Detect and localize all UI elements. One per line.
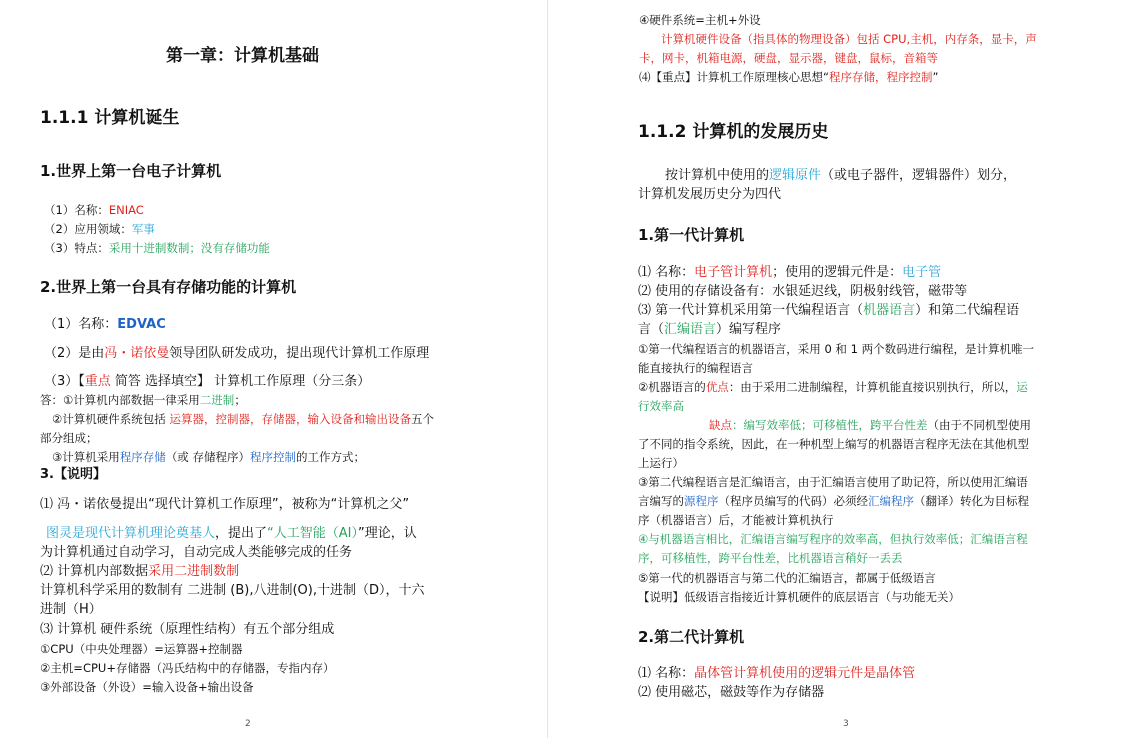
eniac-feature-line: （3）特点：采用十进制数制；没有存储功能 <box>44 241 270 255</box>
note-3: ⑶ 计算机 硬件系统（原理性结构）有五个部分组成 <box>40 622 335 637</box>
answer-line-2-cont: 部分组成； <box>40 431 98 445</box>
note-3-item-2: ②主机=CPU+存储器（冯氏结构中的存储器，专指内存） <box>40 661 335 675</box>
gen1-machine-lang-1: ①第一代编程语言的机器语言，采用 0 和 1 两个数码进行编程，是计算机唯一 <box>638 342 1035 356</box>
gen1-machine-lang-1-cont: 能直接执行的编程语言 <box>638 361 753 375</box>
gen1-cons-line: 缺点：编写效率低；可移植性，跨平台性差（由于不同机型使用 <box>709 418 1031 432</box>
answer-line-2: ②计算机硬件系统包括 运算器，控制器，存储器，输入设备和输出设备五个 <box>52 412 434 426</box>
principle-question-line: （3）【重点 简答 选择填空】 计算机工作原理（分三条） <box>44 374 371 389</box>
note-2: ⑵ 计算机内部数据采用二进制数制 <box>40 564 240 579</box>
heading-note: 3.【说明】 <box>40 467 106 482</box>
gen1-cons-line-cont: 了不同的指令系统，因此，在一种机型上编写的机器语言程序无法在其他机型 <box>638 437 1029 451</box>
section-heading-1-1-2: 1.1.2 计算机的发展历史 <box>638 122 829 142</box>
gen1-storage-line: ⑵ 使用的存储设备有：水银延迟线，阴极射线管，磁带等 <box>638 284 968 299</box>
heading-first-stored-computer: 2.世界上第一台具有存储功能的计算机 <box>40 278 297 296</box>
gen2-storage-line: ⑵ 使用磁芯，磁鼓等作为存储器 <box>638 685 825 700</box>
hw-devices-line: 计算机硬件设备（指具体的物理设备）包括 CPU,主机，内存条，显卡，声 <box>661 32 1037 46</box>
edvac-leader-line: （2）是由冯・诺依曼领导团队研发成功，提出现代计算机工作原理 <box>44 346 430 361</box>
gen1-low-level-note: 【说明】低级语言指接近计算机硬件的底层语言（与功能无关） <box>638 590 960 604</box>
gen1-cons-line-end: 上运行） <box>638 456 684 470</box>
gen1-assembly-1-end: 序（机器语言）后，才能被计算机执行 <box>638 513 834 527</box>
gen1-assembly-1: ③第二代编程语言是汇编语言，由于汇编语言使用了助记符，所以使用汇编语 <box>638 475 1028 489</box>
chapter-title: 第一章：计算机基础 <box>166 46 319 66</box>
core-idea-line: ⑷【重点】计算机工作原理核心思想“程序存储，程序控制” <box>639 70 939 84</box>
answer-line-3: ③计算机采用程序存储（或 存储程序）程序控制的工作方式； <box>52 450 365 464</box>
heading-gen1: 1.第一代计算机 <box>638 226 745 244</box>
gen1-language-line: ⑶ 第一代计算机采用第一代编程语言（机器语言）和第二代编程语 <box>638 303 1020 318</box>
gen1-language-line-cont: 言（汇编语言）编写程序 <box>638 322 782 337</box>
page-2 <box>0 0 547 738</box>
note-2-number-systems-cont: 进制（H） <box>40 602 102 617</box>
page-number: 3 <box>843 719 849 729</box>
page-divider <box>547 0 548 738</box>
hw-system-line: ④硬件系统=主机+外设 <box>639 13 761 27</box>
note-turing-line: 图灵是现代计算机理论奠基人，提出了“人工智能（AI）”理论，认 <box>46 526 417 541</box>
note-turing-line-cont: 为计算机通过自动学习，自动完成人类能够完成的任务 <box>40 545 353 560</box>
page-number: 2 <box>245 719 251 729</box>
hw-devices-line-cont: 卡，网卡，机箱电源，硬盘，显示器，键盘，鼠标，音箱等 <box>639 51 938 65</box>
eniac-name-line: （1）名称：ENIAC <box>44 203 144 217</box>
history-intro-line: 按计算机中使用的逻辑原件（或电子器件，逻辑器件）划分， <box>665 168 1017 183</box>
note-3-item-3: ③外部设备（外设）=输入设备+输出设备 <box>40 680 254 694</box>
gen1-machine-lang-2-cont: 行效率高 <box>638 399 684 413</box>
answer-line-1: 答：①计算机内部数据一律采用二进制； <box>40 393 246 407</box>
note-1: ⑴ 冯・诺依曼提出“现代计算机工作原理”，被称为“计算机之父” <box>40 497 410 512</box>
gen1-assembly-2-cont: 序，可移植性，跨平台性差，比机器语言稍好一丢丢 <box>638 551 903 565</box>
gen2-name-line: ⑴ 名称：晶体管计算机使用的逻辑元件是晶体管 <box>638 666 916 681</box>
note-3-item-1: ①CPU（中央处理器）=运算器+控制器 <box>40 642 243 656</box>
gen1-machine-lang-2: ②机器语言的优点：由于采用二进制编程，计算机能直接识别执行，所以，运 <box>638 380 1028 394</box>
section-heading-1-1-1: 1.1.1 计算机诞生 <box>40 108 180 128</box>
page-3 <box>549 0 1130 738</box>
note-2-number-systems: 计算机科学采用的数制有 二进制 (B),八进制(O),十进制（D），十六 <box>40 583 425 598</box>
heading-first-computer: 1.世界上第一台电子计算机 <box>40 162 222 180</box>
heading-gen2: 2.第二代计算机 <box>638 628 745 646</box>
gen1-low-level-line: ⑤第一代的机器语言与第二代的汇编语言，都属于低级语言 <box>638 571 936 585</box>
edvac-name-line: （1）名称：EDVAC <box>44 317 166 332</box>
history-intro-line-cont: 计算机发展历史分为四代 <box>638 187 782 202</box>
eniac-field-line: （2）应用领域：军事 <box>44 222 155 236</box>
gen1-assembly-2: ④与机器语言相比，汇编语言编写程序的效率高，但执行效率低；汇编语言程 <box>638 532 1028 546</box>
gen1-assembly-1-cont: 言编写的源程序（程序员编写的代码）必须经汇编程序（翻译）转化为目标程 <box>638 494 1029 508</box>
gen1-name-line: ⑴ 名称：电子管计算机；使用的逻辑元件是：电子管 <box>638 265 942 280</box>
